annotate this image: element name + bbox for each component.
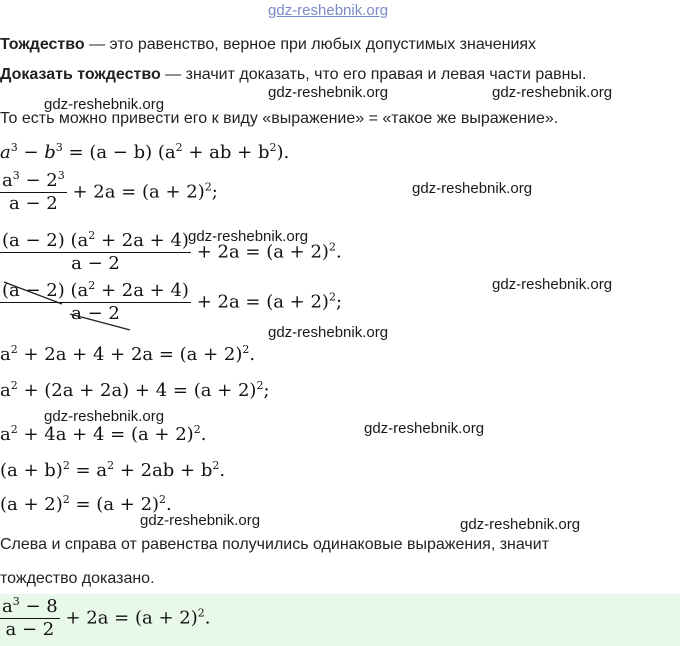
conclusion-line-2: тождество доказано. <box>0 570 155 587</box>
watermark: gdz-reshebnik.org <box>140 512 261 529</box>
definition-identity <box>0 36 536 54</box>
formula-step-3-cancelled: $\frac{(a - 2) (a^2 + 2a + 4)}{a - 2}$ + $2a = (a + 2)^2$; <box>2 279 343 324</box>
definition-prove <box>0 66 586 84</box>
prove-text: — значит доказать, что его правая и левая части равны. <box>160 66 587 83</box>
fraction: $\frac{(a - 2) (a^2 + 2a + 4)}{a - 2}$ <box>2 229 189 274</box>
watermark: gdz-reshebnik.org <box>44 408 165 425</box>
formula-step-5: $a^2 + (2a + 2a) + 4 = (a + 2)^2$; <box>0 379 270 401</box>
answer-formula: $\frac{a^3 - 8}{a - 2}$ + $2a = (a + 2)^2$. <box>2 595 211 640</box>
watermark: gdz-reshebnik.org <box>364 420 485 437</box>
identity-text: — это равенство, верное при любых допустимых значениях <box>84 36 537 53</box>
formula-step-2: $\frac{(a - 2) (a^2 + 2a + 4)}{a - 2}$ + $2a = (a + 2)^2$. <box>2 229 342 274</box>
fraction: $\frac{a^3 - 8}{a - 2}$ <box>2 595 58 640</box>
conclusion-line-1: Слева и справа от равенства получились одинаковые выражения, значит <box>0 536 550 553</box>
cancel-strike-lines <box>0 274 140 334</box>
watermark: gdz-reshebnik.org <box>44 96 165 113</box>
definition-explanation: То есть можно привести его к виду «выражение» = «такое же выражение». <box>0 110 559 127</box>
formula-square-of-sum: $(a + b)^2 = a^2 + 2ab + b^2$. <box>0 459 226 481</box>
watermark: gdz-reshebnik.org <box>188 228 309 245</box>
fraction: $\frac{a^3 - 2^3}{a - 2}$ <box>2 169 65 214</box>
watermark: gdz-reshebnik.org <box>268 84 389 101</box>
watermark: gdz-reshebnik.org <box>460 516 581 533</box>
formula-step-1: $\frac{a^3 - 2^3}{a - 2}$ + $2a = (a + 2)^2$; <box>2 169 218 214</box>
fraction: $\frac{(a - 2) (a^2 + 2a + 4)}{a - 2}$ <box>2 279 189 324</box>
identity-term: Тождество <box>0 36 85 53</box>
watermark: gdz-reshebnik.org <box>412 180 533 197</box>
formula-step-6: $a^2 + 4a + 4 = (a + 2)^2$. <box>0 423 207 445</box>
formula-step-4: $a^2 + 2a + 4 + 2a = (a + 2)^2$. <box>0 343 256 365</box>
formula-step-final: $(a + 2)^2 = (a + 2)^2$. <box>0 493 172 515</box>
watermark: gdz-reshebnik.org <box>492 276 613 293</box>
formula-difference-of-cubes: $a^3 - b^3 = (a - b) (a^2$ + ab + $b^2$). <box>0 141 290 163</box>
prove-term: Доказать тождество <box>0 66 161 83</box>
watermark: gdz-reshebnik.org <box>492 84 613 101</box>
watermark: gdz-reshebnik.org <box>268 324 389 341</box>
top-watermark[interactable]: gdz-reshebnik.org <box>268 2 389 19</box>
